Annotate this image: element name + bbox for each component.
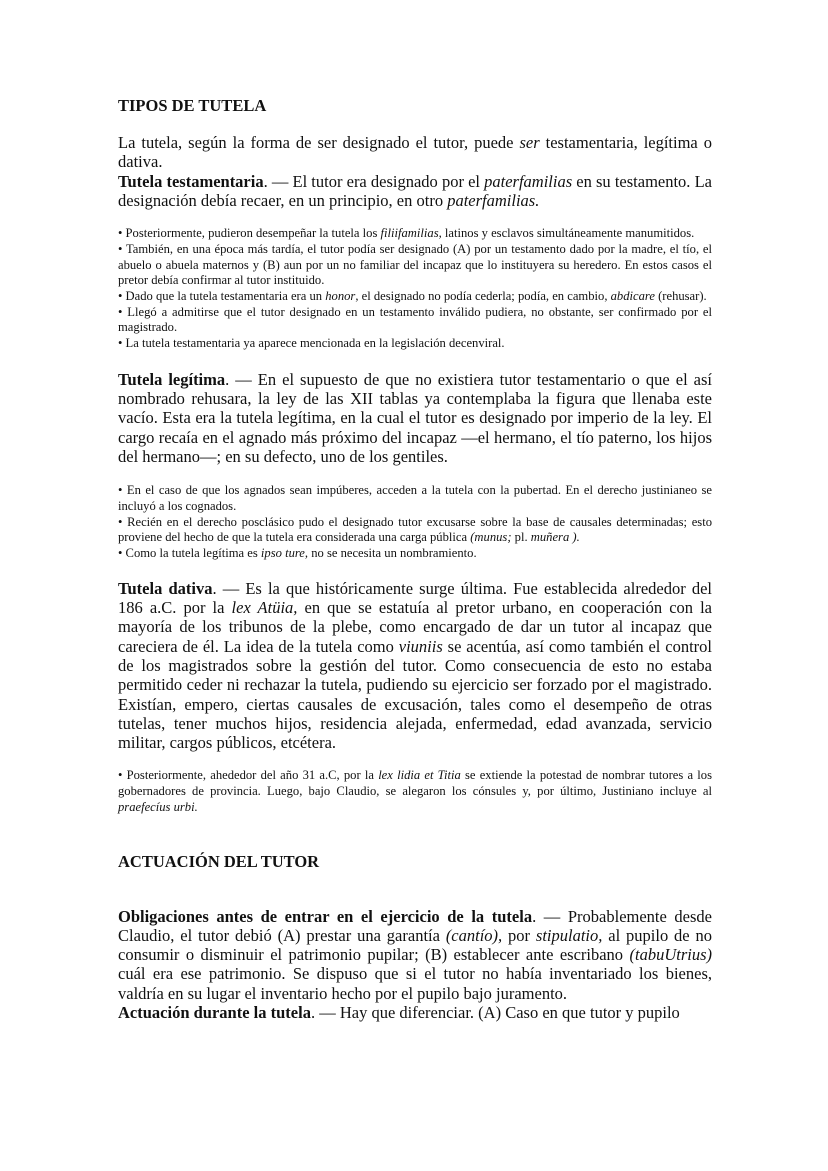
legitima-notes <box>118 483 712 562</box>
intro-italic: ser <box>519 133 540 152</box>
text-run: pl. <box>511 530 531 545</box>
text-run: • Posteriormente, pudieron desempeñar la tutela los <box>118 226 381 241</box>
note-item <box>118 289 712 305</box>
dativa-term: Tutela dativa <box>118 578 213 598</box>
section-heading-tipos: TIPOS DE TUTELA <box>118 96 267 115</box>
durante-term: Actuación durante la tutela <box>118 1003 311 1023</box>
obligaciones-term: Obligaciones antes de entrar en el ejercicio de la tutela <box>118 906 533 926</box>
text-run: . — Es la que históricamente surge última. Fue establecida alrededor del 186 a.C. por la <box>118 578 712 618</box>
text-run: al pupilo de no consumir o disminuir el patrimonio pupilar; (B) establecer ante escribano <box>118 925 712 965</box>
note-item: • También, en una época más tardía, el tutor podía ser designado (A) por un testamento dado por la madre, el tío, el abuelo o abuela maternos y (B) aun por un no familiar del incapaz que lo instituyera su heredero. En estos casos el pretor debía confirmar al tutor instituido. <box>118 241 712 288</box>
italic-run: lex Atüia, <box>231 598 298 618</box>
text-run: • Recién en el derecho posclásico pudo el designado tutor excusarse sobre la base de causales determinadas; esto proviene del hecho de que la tutela era considerada una carga pública <box>118 514 712 545</box>
note-item <box>118 768 712 815</box>
legitima-term: Tutela legítima <box>118 369 226 389</box>
note-item <box>118 515 712 546</box>
intro-text: La tutela, según la forma de ser designado el tutor, puede <box>118 133 520 152</box>
italic-run: muñera ). <box>530 530 580 545</box>
note-item: • La tutela testamentaria ya aparece mencionada en la legislación decenviral. <box>118 336 505 351</box>
text-run: • Dado que la tutela testamentaria era un <box>118 289 326 303</box>
italic-run: paterfamilias <box>484 171 573 191</box>
text-run: . — El tutor era designado por el <box>263 171 485 191</box>
durante-paragraph <box>118 1003 712 1022</box>
text-run: cuál era ese patrimonio. Se dispuso que si el tutor no había inventariado los bienes, valdría en su lugar el inventario hecho por el pupilo bajo juramento. <box>118 964 712 1003</box>
italic-run: ipso ture, <box>260 546 309 561</box>
italic-run: lex lidia et Titia <box>378 768 461 783</box>
text-run: latinos y esclavos simultáneamente manumitidos. <box>441 226 695 241</box>
text-run: se extiende la potestad de nombrar tutores a los gobernadores de provincia. Luego, bajo Claudio, se alegaron los cónsules y, por último, Justiniano incluye al <box>118 768 712 799</box>
text-run: en su testamento. La designación debía recaer, en un principio, en otro <box>118 171 712 210</box>
text-run: • Como la tutela legítima es <box>118 546 261 561</box>
text-run: en que se estatuía al pretor urbano, en cooperación con la mayoría de los tribunos de la plebe, como encargado de dar un tutor al incapaz que careciera de él. La idea de la tutela como <box>118 598 712 656</box>
italic-run: stipulatio, <box>535 925 603 945</box>
note-item: • Llegó a admitirse que el tutor designado en un testamento inválido pudiera, no obstante, ser confirmado por el magistrado. <box>118 304 712 335</box>
text-run: • Posteriormente, ahededor del año 31 a.C, por la <box>118 768 379 783</box>
text-run: . — Hay que diferenciar. (A) Caso en que tutor y pupilo <box>310 1003 680 1023</box>
italic-run: paterfamilias. <box>447 190 540 210</box>
note-item <box>118 546 712 562</box>
dativa-notes <box>118 768 712 815</box>
text-run: . — Probablemente desde Claudio, el tutor debió (A) prestar una garantía <box>118 906 712 945</box>
text-run: por <box>502 925 536 945</box>
italic-run: praefecíus urbi. <box>118 799 198 814</box>
document-page <box>118 96 712 1022</box>
obligaciones-paragraph <box>118 907 712 1003</box>
intro-text-end: testamentaria, legítima o dativa. <box>118 133 712 172</box>
legitima-paragraph <box>118 370 712 466</box>
italic-run: honor <box>325 289 356 303</box>
testamentaria-notes <box>118 226 712 352</box>
italic-run: (tabuUtrius) <box>629 945 712 965</box>
text-run: . — En el supuesto de que no existiera tutor testamentario o que el así nombrado rehusara, la ley de las XII tablas ya contemplaba la figura que llenaba este vacío. Esta era la tutela legítima, en la cual el tutor es designado por imperio de la ley. El cargo recaía en el agnado más próximo del incapaz —el hermano, el tío paterno, los hijos del hermano—; en su defecto, uno de los gentiles. <box>118 369 712 466</box>
text-run: no se necesita un nombramiento. <box>308 546 477 561</box>
testamentaria-term: Tutela testamentaria <box>118 171 264 191</box>
section-heading-actuacion: ACTUACIÓN DEL TUTOR <box>118 851 320 871</box>
note-item: • En el caso de que los agnados sean impúberes, acceden a la tutela con la pubertad. En el derecho justinianeo se incluyó a los cognados. <box>118 483 712 513</box>
italic-run: abdicare <box>610 289 655 303</box>
dativa-paragraph <box>118 579 712 753</box>
italic-run: filiifamilias, <box>380 226 442 241</box>
text-run: se acentúa, así como también el control de los magistrados sobre la gestión del tutor. Como consecuencia de esto no estaba permitido ceder ni rechazar la tutela, pudiendo su ejercicio ser forzado por el magistrado. Existían, empero, ciertas causales de excusación, tales como el desempeño de otras tutelas, tener muchos hijos, residencia alejada, enfermedad, edad avanzada, servicio militar, cargos públicos, etcétera. <box>118 636 712 753</box>
italic-run: (cantío), <box>445 925 503 945</box>
text-run: , el designado no podía cederla; podía, en cambio, <box>355 289 611 303</box>
italic-run: viuniis <box>398 636 443 656</box>
intro-paragraph <box>118 133 712 172</box>
testamentaria-paragraph <box>118 172 712 211</box>
italic-run: (munus; <box>470 530 512 545</box>
text-run: (rehusar). <box>654 289 707 303</box>
note-item <box>118 226 712 242</box>
